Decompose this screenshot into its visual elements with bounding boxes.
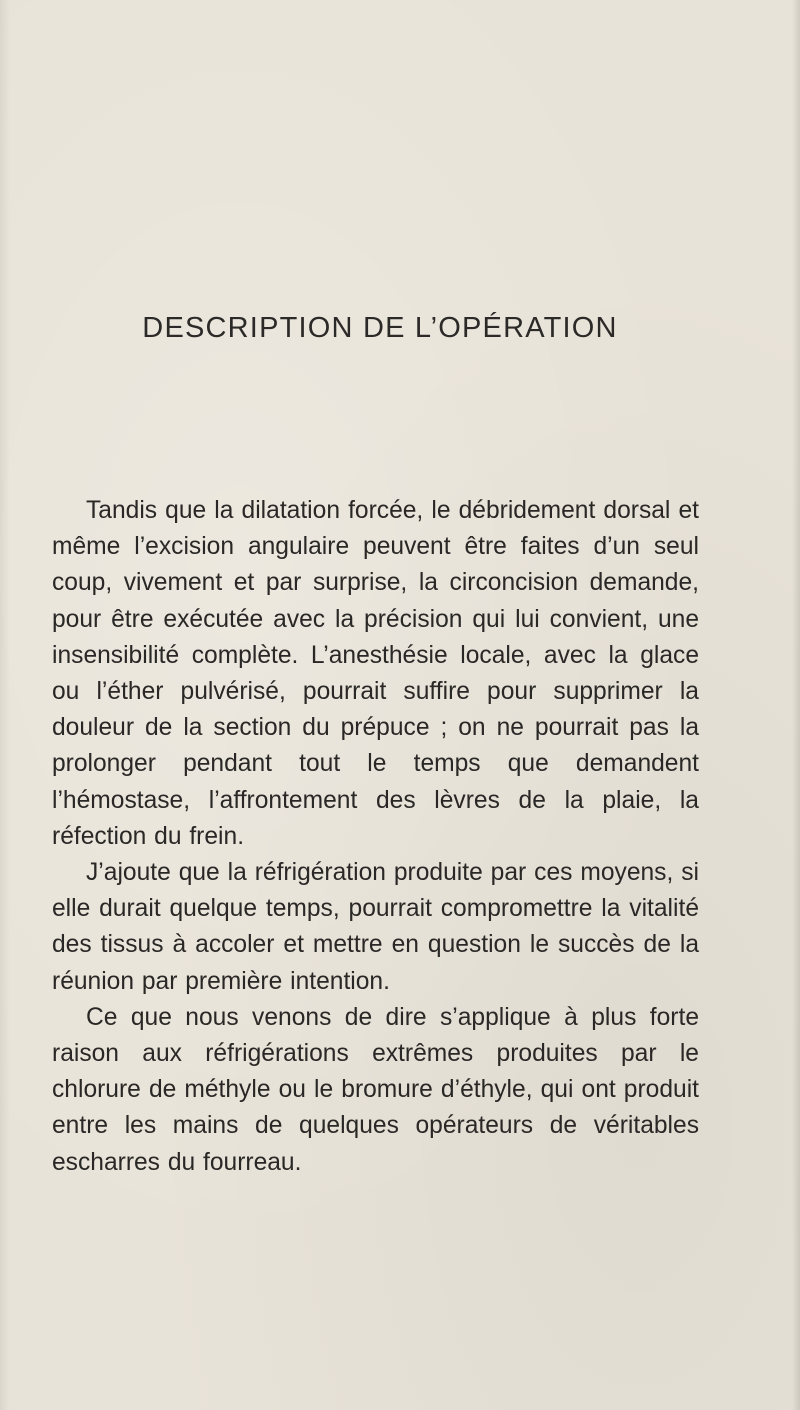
paragraph-anesthesia: Tandis que la dilatation forcée, le débridement dorsal et même l’excision angulaire peuvent être faites d’un seul coup, vivement et par surprise, la circoncision demande, pour être exécutée avec la précision qui lui convient, une insensibilité complète. L’anesthésie locale, avec la glace ou l’éther pulvérisé, pourrait suffire pour supprimer la douleur de la section du prépuce ; on ne pourrait pas la prolonger pendant tout le temps que demandent l’hémostase, l’affrontement des lèvres de la plaie, la réfection du frein. [52, 497, 699, 850]
paragraph-extreme-refrigeration: Ce que nous venons de dire s’applique à plus forte raison aux réfrigérations extrêmes produites par le chlorure de méthyle ou le bromure d’éthyle, qui ont produit entre les mains de quelques opérateurs de véritables escharres du fourreau. [52, 1003, 699, 1176]
body-text [52, 493, 699, 1181]
page-edge-shadow [792, 0, 800, 1410]
chapter-title: DESCRIPTION DE L’OPÉRATION [142, 312, 618, 344]
paragraph-refrigeration: J’ajoute que la réfrigération produite par ces moyens, si elle durait quelque temps, pourrait compromettre la vitalité des tissus à accoler et mettre en question le succès de la réunion par première intention. [52, 859, 699, 995]
page-gutter-shadow [0, 0, 10, 1410]
